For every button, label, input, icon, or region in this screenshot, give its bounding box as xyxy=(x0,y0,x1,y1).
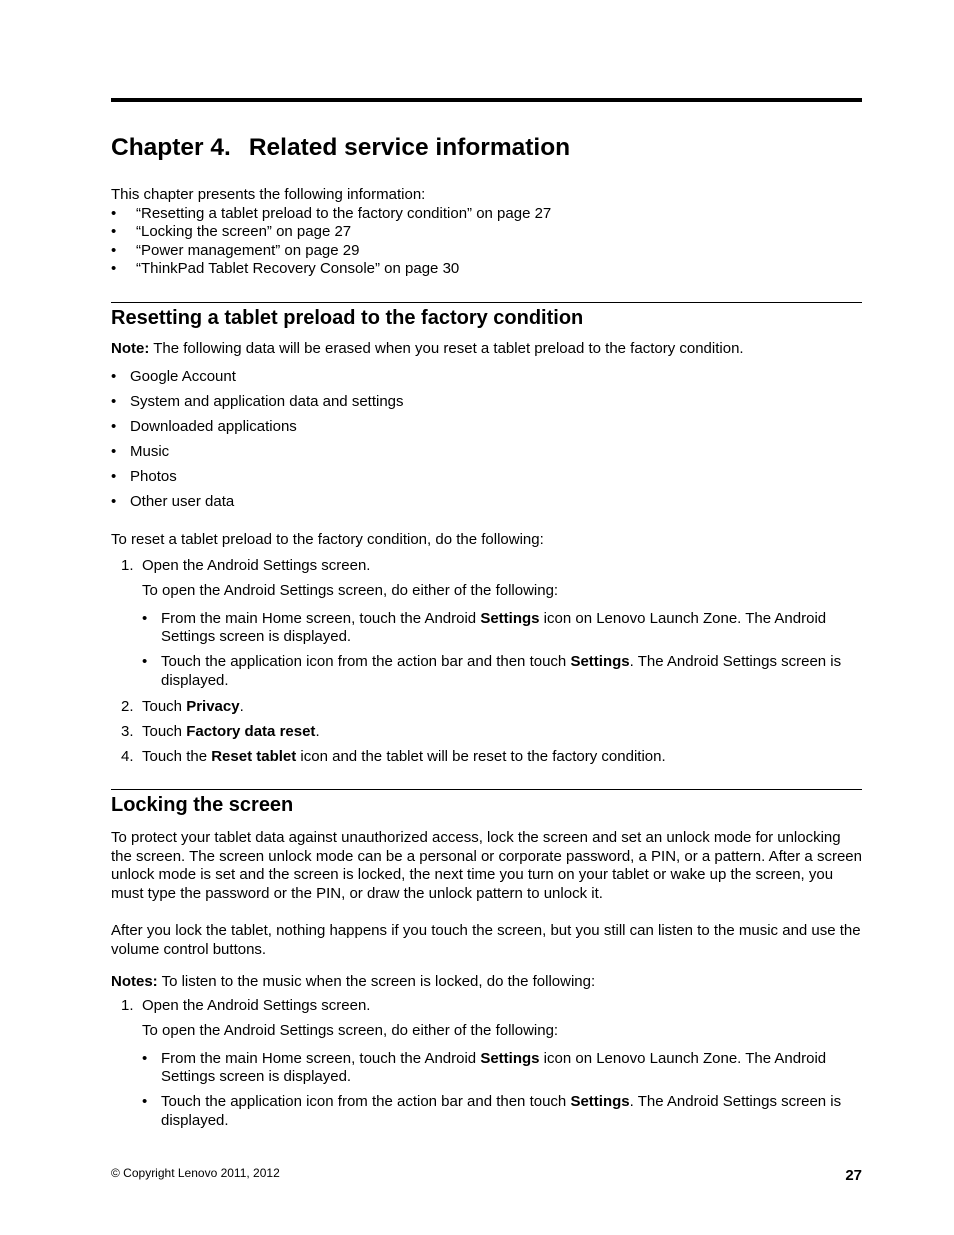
step-1: 1. Open the Android Settings screen. To open the Android Settings screen, do either of the following: • From the main Home screen, touch the Android Settings icon on Lenovo Launch Zone. The Android Settings screen is displayed. • Touch the application icon from the action bar and then touch Settings. The Android Settings screen is displayed. xyxy=(111,557,862,690)
section-heading-reset: Resetting a tablet preload to the factory condition xyxy=(111,307,584,329)
option-home-screen: • From the main Home screen, touch the Android Settings icon on Lenovo Launch Zone. The Android Settings screen is displayed. xyxy=(142,1050,862,1087)
list-item: • Downloaded applications xyxy=(111,418,862,437)
step-1-options xyxy=(142,1050,862,1131)
chapter-intro xyxy=(111,186,862,279)
locking-paragraph-1: To protect your tablet data against unauthorized access, lock the screen and set an unlock mode for unlocking the screen. The screen unlock mode can be a personal or corporate password, a PIN, or a pattern. After a screen unlock mode is set and the screen is locked, the next time you turn on your tablet or wake up the screen, you must type the password or the PIN, or draw the unlock pattern to unlock it. xyxy=(111,829,862,902)
reset-note: Note: The following data will be erased when you reset a tablet preload to the factory condition. xyxy=(111,340,744,357)
reset-step-2: 2. Touch Privacy. xyxy=(121,698,244,715)
reset-step-3: 3. Touch Factory data reset. xyxy=(121,723,320,740)
toc-link-recovery[interactable]: • “ThinkPad Tablet Recovery Console” on page 30 xyxy=(111,260,862,279)
list-item: • Google Account xyxy=(111,368,862,387)
step-1-sub: To open the Android Settings screen, do either of the following: xyxy=(142,582,559,599)
list-item: • Music xyxy=(111,443,862,462)
list-item: • Photos xyxy=(111,468,862,487)
reset-lead: To reset a tablet preload to the factory condition, do the following: xyxy=(111,531,544,548)
intro-lead: This chapter presents the following information: xyxy=(111,186,426,203)
intro-toc-list xyxy=(111,205,862,279)
toc-link-power[interactable]: • “Power management” on page 29 xyxy=(111,242,862,261)
toc-link-locking[interactable]: • “Locking the screen” on page 27 xyxy=(111,223,862,242)
page-number: 27 xyxy=(845,1167,862,1184)
list-item: • Other user data xyxy=(111,493,862,512)
step-1: 1. Open the Android Settings screen. To open the Android Settings screen, do either of the following: • From the main Home screen, touch the Android Settings icon on Lenovo Launch Zone. The Android Settings screen is displayed. • Touch the application icon from the action bar and then touch Settings. The Android Settings screen is displayed. xyxy=(111,997,862,1130)
section-rule-reset xyxy=(111,302,862,303)
erased-data-list xyxy=(111,368,862,519)
section-rule-locking xyxy=(111,789,862,790)
reset-step-4: 4. Touch the Reset tablet icon and the tablet will be reset to the factory condition. xyxy=(121,748,666,765)
top-rule xyxy=(111,98,862,102)
copyright-notice: © Copyright Lenovo 2011, 2012 xyxy=(111,1166,280,1180)
toc-link-reset[interactable]: • “Resetting a tablet preload to the factory condition” on page 27 xyxy=(111,205,862,224)
step-1-sub: To open the Android Settings screen, do either of the following: xyxy=(142,1022,559,1039)
locking-steps xyxy=(111,997,862,1137)
section-heading-locking: Locking the screen xyxy=(111,794,294,816)
chapter-title: Chapter 4. Related service information xyxy=(111,134,571,161)
locking-notes: Notes: To listen to the music when the screen is locked, do the following: xyxy=(111,973,596,990)
step-1-options xyxy=(142,610,862,691)
list-item: • System and application data and settings xyxy=(111,393,862,412)
reset-steps xyxy=(111,557,862,697)
option-action-bar: • Touch the application icon from the action bar and then touch Settings. The Android Settings screen is displayed. xyxy=(142,1093,862,1130)
option-action-bar: • Touch the application icon from the action bar and then touch Settings. The Android Settings screen is displayed. xyxy=(142,653,862,690)
locking-paragraph-2: After you lock the tablet, nothing happens if you touch the screen, but you still can listen to the music and use the volume control buttons. xyxy=(111,922,861,958)
option-home-screen: • From the main Home screen, touch the Android Settings icon on Lenovo Launch Zone. The Android Settings screen is displayed. xyxy=(142,610,862,647)
